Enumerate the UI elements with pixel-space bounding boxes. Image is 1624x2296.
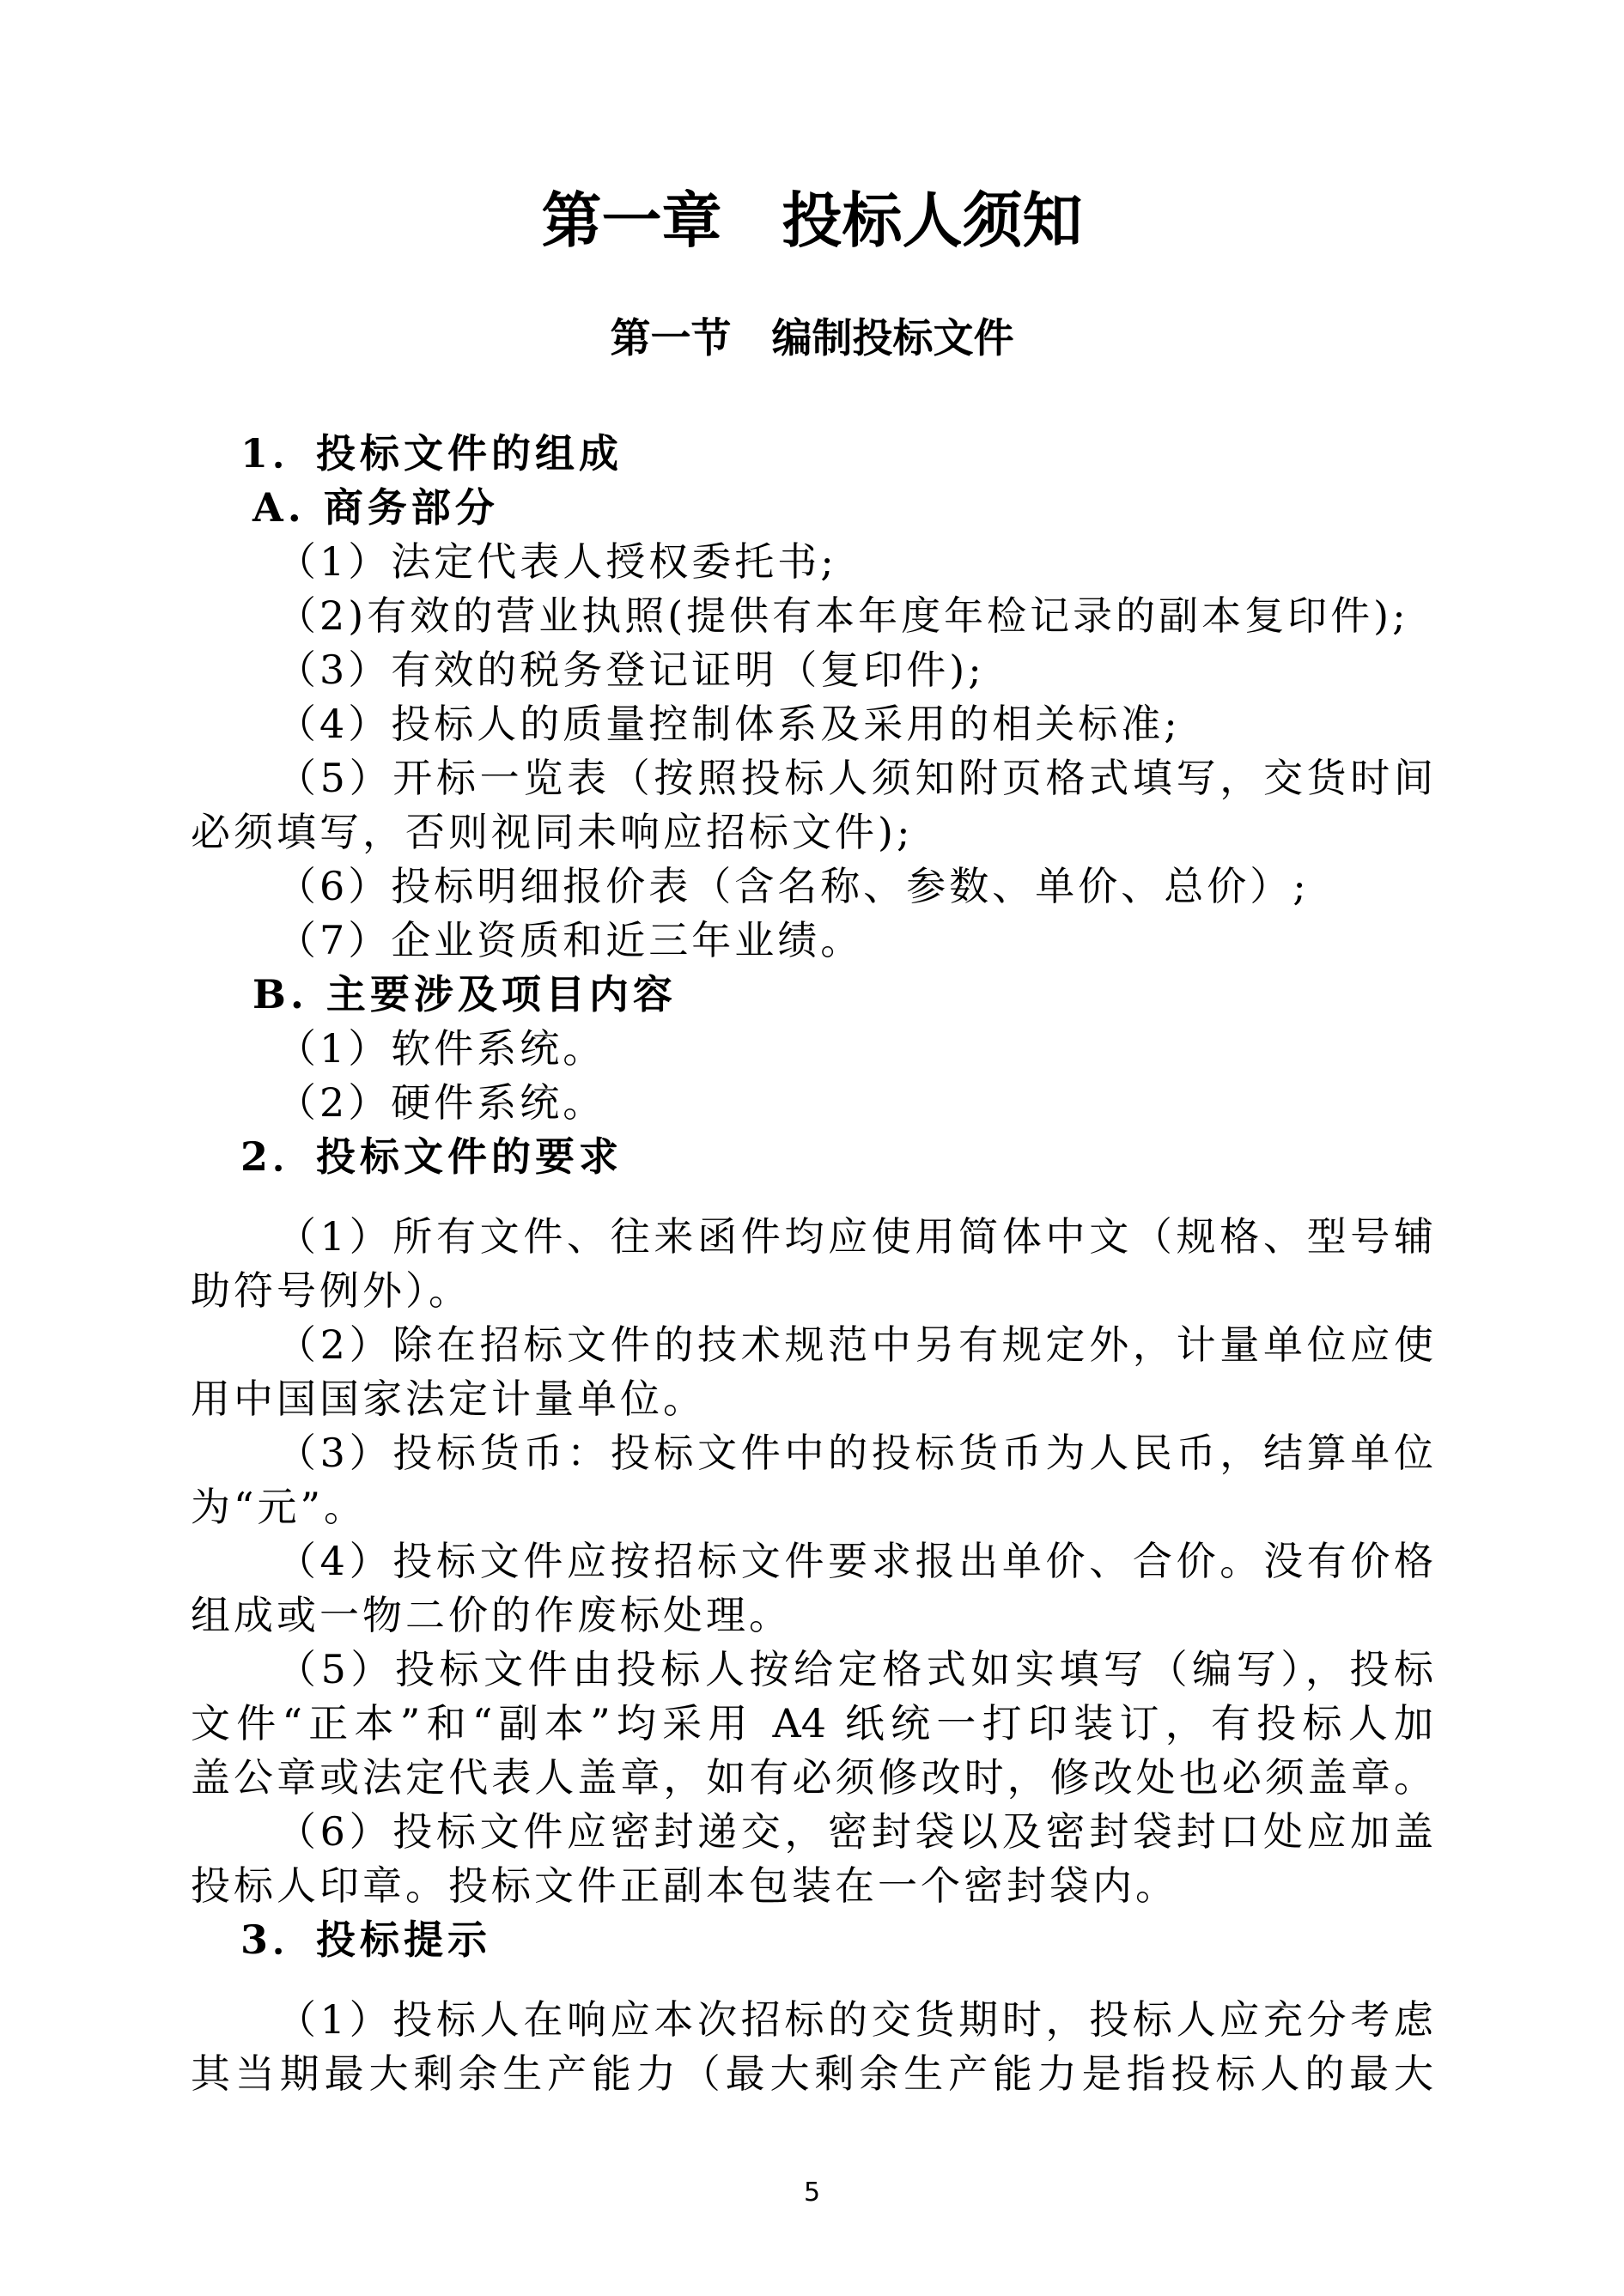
list-item: （2）除在招标文件的技术规范中另有规定外，计量单位应使: [277, 1321, 1433, 1368]
list-item-continuation: 投标人印章。投标文件正副本包装在一个密封袋内。: [191, 1862, 1178, 1909]
heading-bid-doc-composition: 1．投标文件的组成: [240, 430, 623, 477]
list-item: （5）开标一览表（按照投标人须知附页格式填写，交货时间: [277, 755, 1433, 801]
heading-project-content: B. 主要涉及项目内容: [252, 971, 677, 1017]
list-item-continuation: 文件“正本”和“副本”均采用 A4 纸统一打印装订，有投标人加: [191, 1700, 1433, 1746]
list-item: （1）法定代表人授权委托书;: [277, 538, 837, 585]
heading-bid-doc-requirements: 2．投标文件的要求: [240, 1133, 623, 1180]
heading-commercial-part: A. 商务部分: [252, 484, 499, 531]
chapter-title: 第一章 投标人须知: [541, 185, 1083, 256]
list-item-continuation: 盖公章或法定代表人盖章，如有必须修改时，修改处也必须盖章。: [191, 1754, 1433, 1801]
list-item-continuation: 助符号例外）。: [191, 1267, 471, 1314]
list-item: （1）所有文件、往来函件均应使用简体中文（规格、型号辅: [277, 1213, 1433, 1260]
list-item: （7）企业资质和近三年业绩。: [277, 917, 864, 963]
list-item-continuation: 用中国国家法定计量单位。: [191, 1376, 706, 1422]
document-body: [191, 427, 1433, 2101]
list-item-continuation: 必须填写，否则视同未响应招标文件);: [191, 809, 914, 855]
list-item-continuation: 组成或一物二价的作废标处理。: [191, 1592, 792, 1638]
list-item: （3）投标货币：投标文件中的投标货币为人民币，结算单位: [277, 1430, 1433, 1476]
list-item: （4）投标文件应按招标文件要求报出单价、合价。没有价格: [277, 1538, 1433, 1584]
section-title: 第一节 编制投标文件: [610, 315, 1014, 362]
list-item-continuation: 为“元”。: [191, 1484, 368, 1530]
list-item: （1）投标人在响应本次招标的交货期时，投标人应充分考虑: [277, 1996, 1433, 2043]
list-item: （1）软件系统。: [277, 1025, 606, 1072]
list-item: （2)有效的营业执照(提供有本年度年检记录的副本复印件);: [277, 592, 1409, 639]
list-item: （2）硬件系统。: [277, 1079, 606, 1126]
list-item: （6）投标文件应密封递交，密封袋以及密封袋封口处应加盖: [277, 1808, 1433, 1855]
list-item: （4）投标人的质量控制体系及采用的相关标准;: [277, 701, 1181, 747]
list-item: （5）投标文件由投标人按给定格式如实填写（编写），投标: [277, 1646, 1433, 1692]
list-item: （6）投标明细报价表（含名称、参数、单价、总价）;: [277, 863, 1310, 909]
heading-bid-tips: 3．投标提示: [240, 1916, 492, 1963]
page-number: 5: [803, 2178, 821, 2208]
list-item: （3）有效的税务登记证明（复印件);: [277, 647, 985, 693]
list-item-continuation: 其当期最大剩余生产能力（最大剩余生产能力是指投标人的最大: [191, 2050, 1433, 2097]
